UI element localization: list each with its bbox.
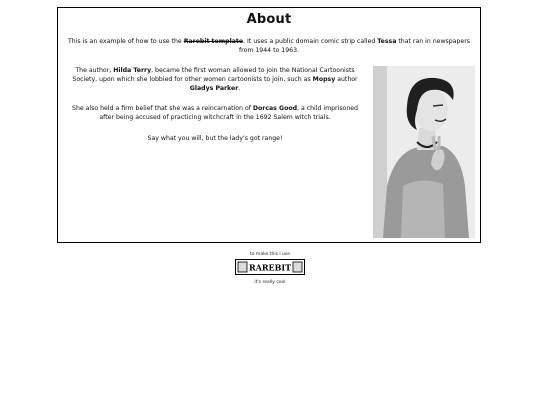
comic-name: Tessa: [377, 38, 397, 45]
comic-name-2: Mopsy: [312, 76, 336, 83]
rarebit-template-link[interactable]: Rarebit template: [183, 38, 244, 45]
belief-paragraph: She also held a firm belief that she was a reincarnation of Dorcas Good, a child imprisoned after being accused of practicing witchcraft in the 1692 Salem witch trials.: [72, 105, 358, 121]
closing-paragraph: Say what you will, but the lady's got range!: [147, 135, 283, 142]
author-name: Hilda Terry: [113, 67, 152, 74]
author-photo: [373, 66, 475, 238]
about-panel: [57, 7, 481, 243]
rarebit-logo-text: RAREBIT: [248, 262, 292, 273]
page-title: About: [246, 12, 292, 27]
author-name-2: Gladys Parker: [189, 85, 239, 92]
footer-line-2: it's really cool: [254, 280, 286, 285]
rarebit-logo[interactable]: [235, 259, 305, 279]
footer-line-1: to make this i use: [249, 252, 291, 257]
intro-paragraph: This is an example of how to use the Rarebit template. It uses a public domain comic strip called Tessa that ran in newspapers from 1944 to 1963.: [68, 38, 470, 54]
author-paragraph: The author, Hilda Terry, became the first woman allowed to join the National Cartoonists Society, upon which she lobbied for other women cartoonists to join, such as Mopsy author Gladys Parker.: [72, 67, 358, 92]
historical-name: Dorcas Good: [252, 105, 298, 112]
footer: [0, 252, 540, 286]
